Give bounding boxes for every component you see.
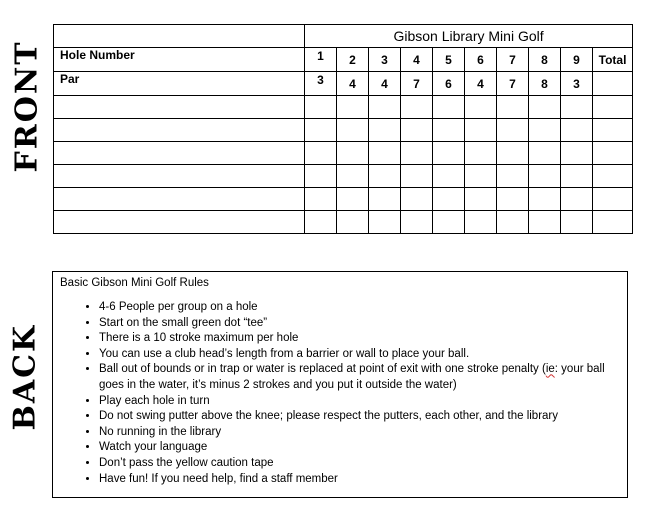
- score-cell: [529, 188, 561, 211]
- score-cell: [369, 119, 401, 142]
- hole-2: 2: [337, 48, 369, 72]
- rule-item: • Start on the small green dot “tee”: [99, 316, 619, 332]
- score-cell: [305, 188, 337, 211]
- par-8: 8: [529, 72, 561, 96]
- score-cell: [497, 165, 529, 188]
- player-total-cell: [593, 142, 633, 165]
- score-cell: [465, 165, 497, 188]
- score-cell: [337, 119, 369, 142]
- score-cell: [305, 142, 337, 165]
- score-cell: [369, 188, 401, 211]
- score-cell: [433, 142, 465, 165]
- rule-item: • You can use a club head’s length from a barrier or wall to place your ball.: [99, 347, 619, 363]
- rule-item: [99, 362, 619, 393]
- score-cell: [465, 211, 497, 234]
- score-cell: [369, 96, 401, 119]
- score-cell: [305, 165, 337, 188]
- rule-item: • Watch your language: [99, 440, 619, 456]
- score-cell: [529, 119, 561, 142]
- player-total-cell: [593, 165, 633, 188]
- player-total-cell: [593, 211, 633, 234]
- rule-item: • Play each hole in turn: [99, 394, 619, 410]
- hole-6: 6: [465, 48, 497, 72]
- score-cell: [465, 119, 497, 142]
- hole-1: 1: [305, 48, 337, 72]
- score-cell: [529, 142, 561, 165]
- score-cell: [401, 96, 433, 119]
- player-rows: [54, 96, 633, 234]
- score-cell: [465, 188, 497, 211]
- score-cell: [497, 211, 529, 234]
- score-cell: [561, 96, 593, 119]
- score-cell: [305, 119, 337, 142]
- score-cell: [401, 188, 433, 211]
- par-4: 7: [401, 72, 433, 96]
- player-name-cell: [54, 211, 305, 234]
- player-row: [54, 165, 633, 188]
- rules-title: Basic Gibson Mini Golf Rules: [60, 277, 209, 289]
- score-cell: [305, 211, 337, 234]
- scorecard-title: Gibson Library Mini Golf: [305, 25, 633, 48]
- front-label: FRONT: [9, 40, 45, 173]
- score-cell: [561, 142, 593, 165]
- score-cell: [561, 165, 593, 188]
- player-total-cell: [593, 96, 633, 119]
- score-cell: [401, 119, 433, 142]
- score-cell: [433, 188, 465, 211]
- score-cell: [433, 165, 465, 188]
- rules-list: [53, 300, 619, 487]
- hole-9: 9: [561, 48, 593, 72]
- player-name-cell: [54, 142, 305, 165]
- score-cell: [337, 188, 369, 211]
- score-cell: [433, 96, 465, 119]
- total-header: Total: [593, 48, 633, 72]
- player-total-cell: [593, 188, 633, 211]
- player-row: [54, 119, 633, 142]
- par-total: [593, 72, 633, 96]
- hole-number-label: Hole Number: [54, 48, 305, 72]
- player-name-cell: [54, 119, 305, 142]
- score-cell: [433, 211, 465, 234]
- player-name-cell: [54, 165, 305, 188]
- hole-number-row: [54, 48, 633, 72]
- score-cell: [529, 165, 561, 188]
- rule-text: : your ball goes in the water, it’s minus 2 strokes and you put it outside the water): [99, 363, 605, 391]
- score-cell: [337, 142, 369, 165]
- score-cell: [465, 96, 497, 119]
- rule-item: • No running in the library: [99, 425, 619, 441]
- par-3: 4: [369, 72, 401, 96]
- rule-item: • Have fun! If you need help, find a staff member: [99, 472, 619, 488]
- score-cell: [529, 211, 561, 234]
- spellcheck-word: ie: [545, 363, 555, 376]
- score-cell: [401, 142, 433, 165]
- score-cell: [337, 165, 369, 188]
- score-cell: [497, 188, 529, 211]
- scorecard-table: [53, 24, 633, 234]
- score-cell: [433, 119, 465, 142]
- par-6: 4: [465, 72, 497, 96]
- rule-item: • Do not swing putter above the knee; please respect the putters, each other, and the library: [99, 409, 619, 425]
- par-row: [54, 72, 633, 96]
- score-cell: [497, 142, 529, 165]
- score-cell: [369, 165, 401, 188]
- score-cell: [529, 96, 561, 119]
- score-cell: [401, 165, 433, 188]
- hole-7: 7: [497, 48, 529, 72]
- player-row: [54, 188, 633, 211]
- par-7: 7: [497, 72, 529, 96]
- rule-item: • 4-6 People per group on a hole: [99, 300, 619, 316]
- score-cell: [305, 96, 337, 119]
- score-cell: [497, 119, 529, 142]
- player-row: [54, 211, 633, 234]
- score-cell: [465, 142, 497, 165]
- back-label: BACK: [7, 323, 43, 431]
- hole-8: 8: [529, 48, 561, 72]
- score-cell: [561, 211, 593, 234]
- player-row: [54, 142, 633, 165]
- hole-4: 4: [401, 48, 433, 72]
- par-2: 4: [337, 72, 369, 96]
- score-cell: [561, 119, 593, 142]
- rule-item: • Don’t pass the yellow caution tape: [99, 456, 619, 472]
- player-total-cell: [593, 119, 633, 142]
- par-9: 3: [561, 72, 593, 96]
- hole-3: 3: [369, 48, 401, 72]
- score-cell: [337, 211, 369, 234]
- score-cell: [497, 96, 529, 119]
- player-name-cell: [54, 96, 305, 119]
- score-cell: [337, 96, 369, 119]
- rule-text: Ball out of bounds or in trap or water is replaced at point of exit with one stroke penalty (: [99, 363, 546, 376]
- score-cell: [369, 142, 401, 165]
- player-row: [54, 96, 633, 119]
- score-cell: [561, 188, 593, 211]
- par-label: Par: [54, 72, 305, 96]
- par-1: 3: [305, 72, 337, 96]
- rule-item: • There is a 10 stroke maximum per hole: [99, 331, 619, 347]
- player-name-cell: [54, 188, 305, 211]
- score-cell: [369, 211, 401, 234]
- rules-box: [52, 271, 628, 498]
- score-cell: [401, 211, 433, 234]
- hole-5: 5: [433, 48, 465, 72]
- par-5: 6: [433, 72, 465, 96]
